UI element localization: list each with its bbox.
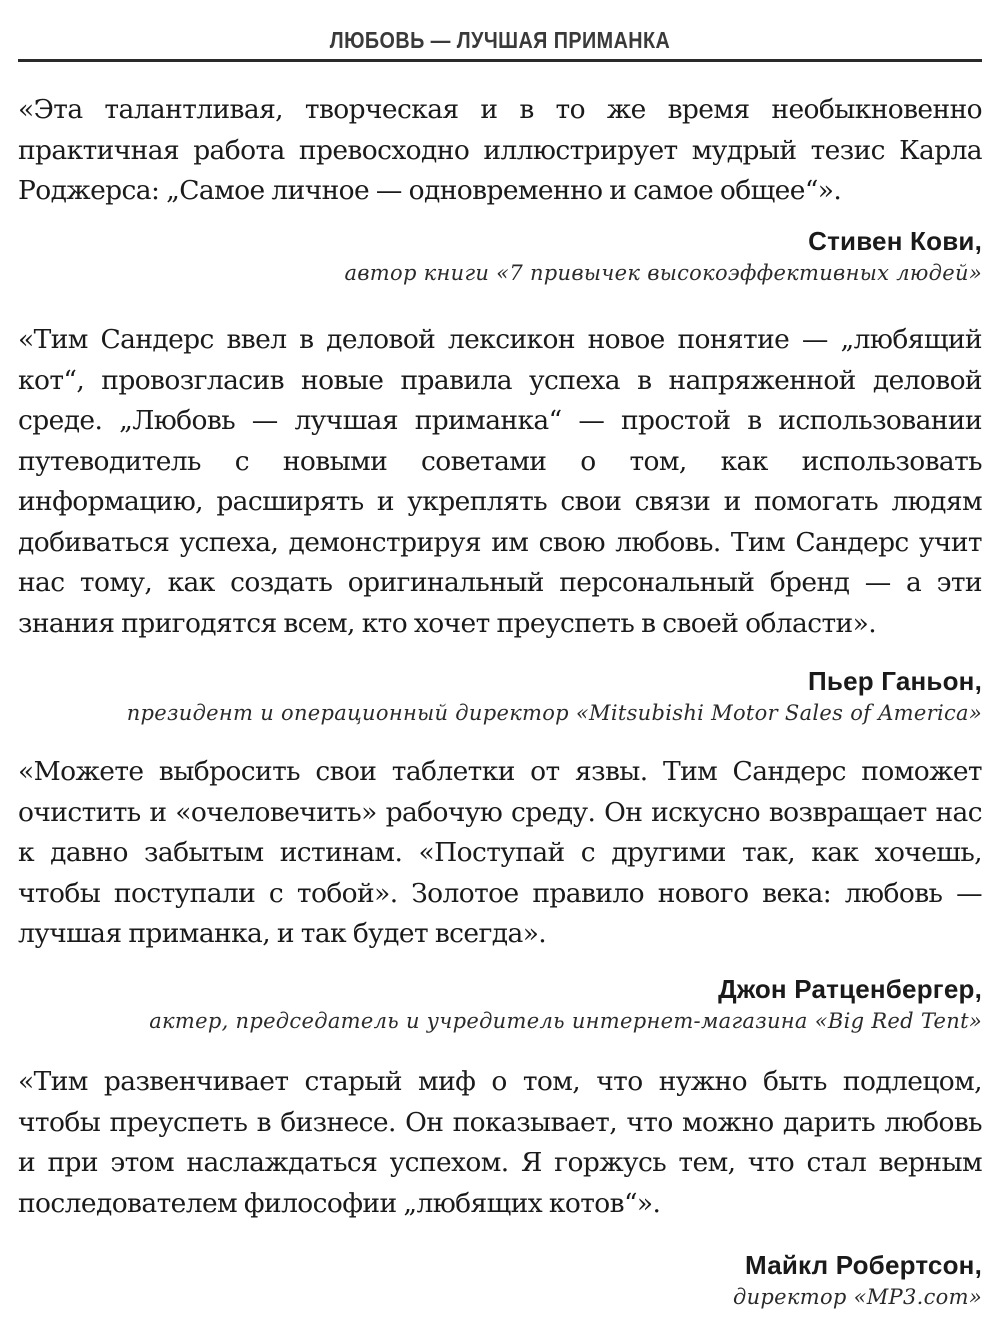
testimonial-role-3: актер, председатель и учредитель интернет-магазина «Big Red Tent» (149, 1009, 982, 1033)
testimonial-attribution-1 (18, 224, 982, 288)
testimonial-author-4: Майкл Робертсон, (745, 1250, 982, 1280)
running-header (18, 22, 982, 62)
testimonial-role-1: автор книги «7 привычек высокоэффективных людей» (344, 261, 982, 285)
testimonial-attribution-2 (18, 664, 982, 728)
testimonial-attribution-3 (18, 972, 982, 1036)
header-rule (18, 59, 982, 62)
running-title: ЛЮБОВЬ — ЛУЧШАЯ ПРИМАНКА (329, 27, 671, 53)
testimonial-author-1: Стивен Кови, (808, 226, 982, 256)
testimonial-role-4: директор «MP3.com» (732, 1285, 982, 1309)
testimonial-attribution-4 (18, 1248, 982, 1312)
testimonial-author-2: Пьер Ганьон, (808, 666, 982, 696)
testimonial-quote-2: «Тим Сандерс ввел в деловой лексикон новое понятие — „любящий кот“, провозгласив новые правила успеха в напряженной деловой среде. „Любовь — лучшая приманка“ — простой в использовании путеводитель с новыми советами о том, как использовать информацию, расширять и укреплять свои связи и помогать людям добиваться успеха, демонстрируя им свою любовь. Тим Сандерс учит нас тому, как создать оригинальный персональный бренд — а эти знания пригодятся всем, кто хочет преуспеть в своей области». (18, 324, 982, 639)
testimonial-author-3: Джон Ратценбергер, (718, 974, 982, 1004)
testimonial-quote-3: «Можете выбросить свои таблетки от язвы. Тим Сандерс поможет очистить и «очеловечить» рабочую среду. Он искусно возвращает нас к давно забытым истинам. «Поступай с другими так, как хочешь, чтобы поступали с тобой». Золотое правило нового века: любовь — лучшая приманка, и так будет всегда». (18, 756, 982, 949)
testimonial-quote-1: «Эта талантливая, творческая и в то же время необыкновенно практичная работа превосходно иллюстрирует мудрый тезис Карла Роджерса: „Самое личное — одновременно и самое общее“». (18, 94, 982, 206)
testimonial-role-2: президент и операционный директор «Mitsubishi Motor Sales of America» (126, 701, 982, 725)
testimonial-quote-4: «Тим развенчивает старый миф о том, что нужно быть подлецом, чтобы преуспеть в бизнесе. Он показывает, что можно дарить любовь и при этом наслаждаться успехом. Я горжусь тем, что стал верным последователем философии „любящих котов“». (18, 1066, 982, 1219)
